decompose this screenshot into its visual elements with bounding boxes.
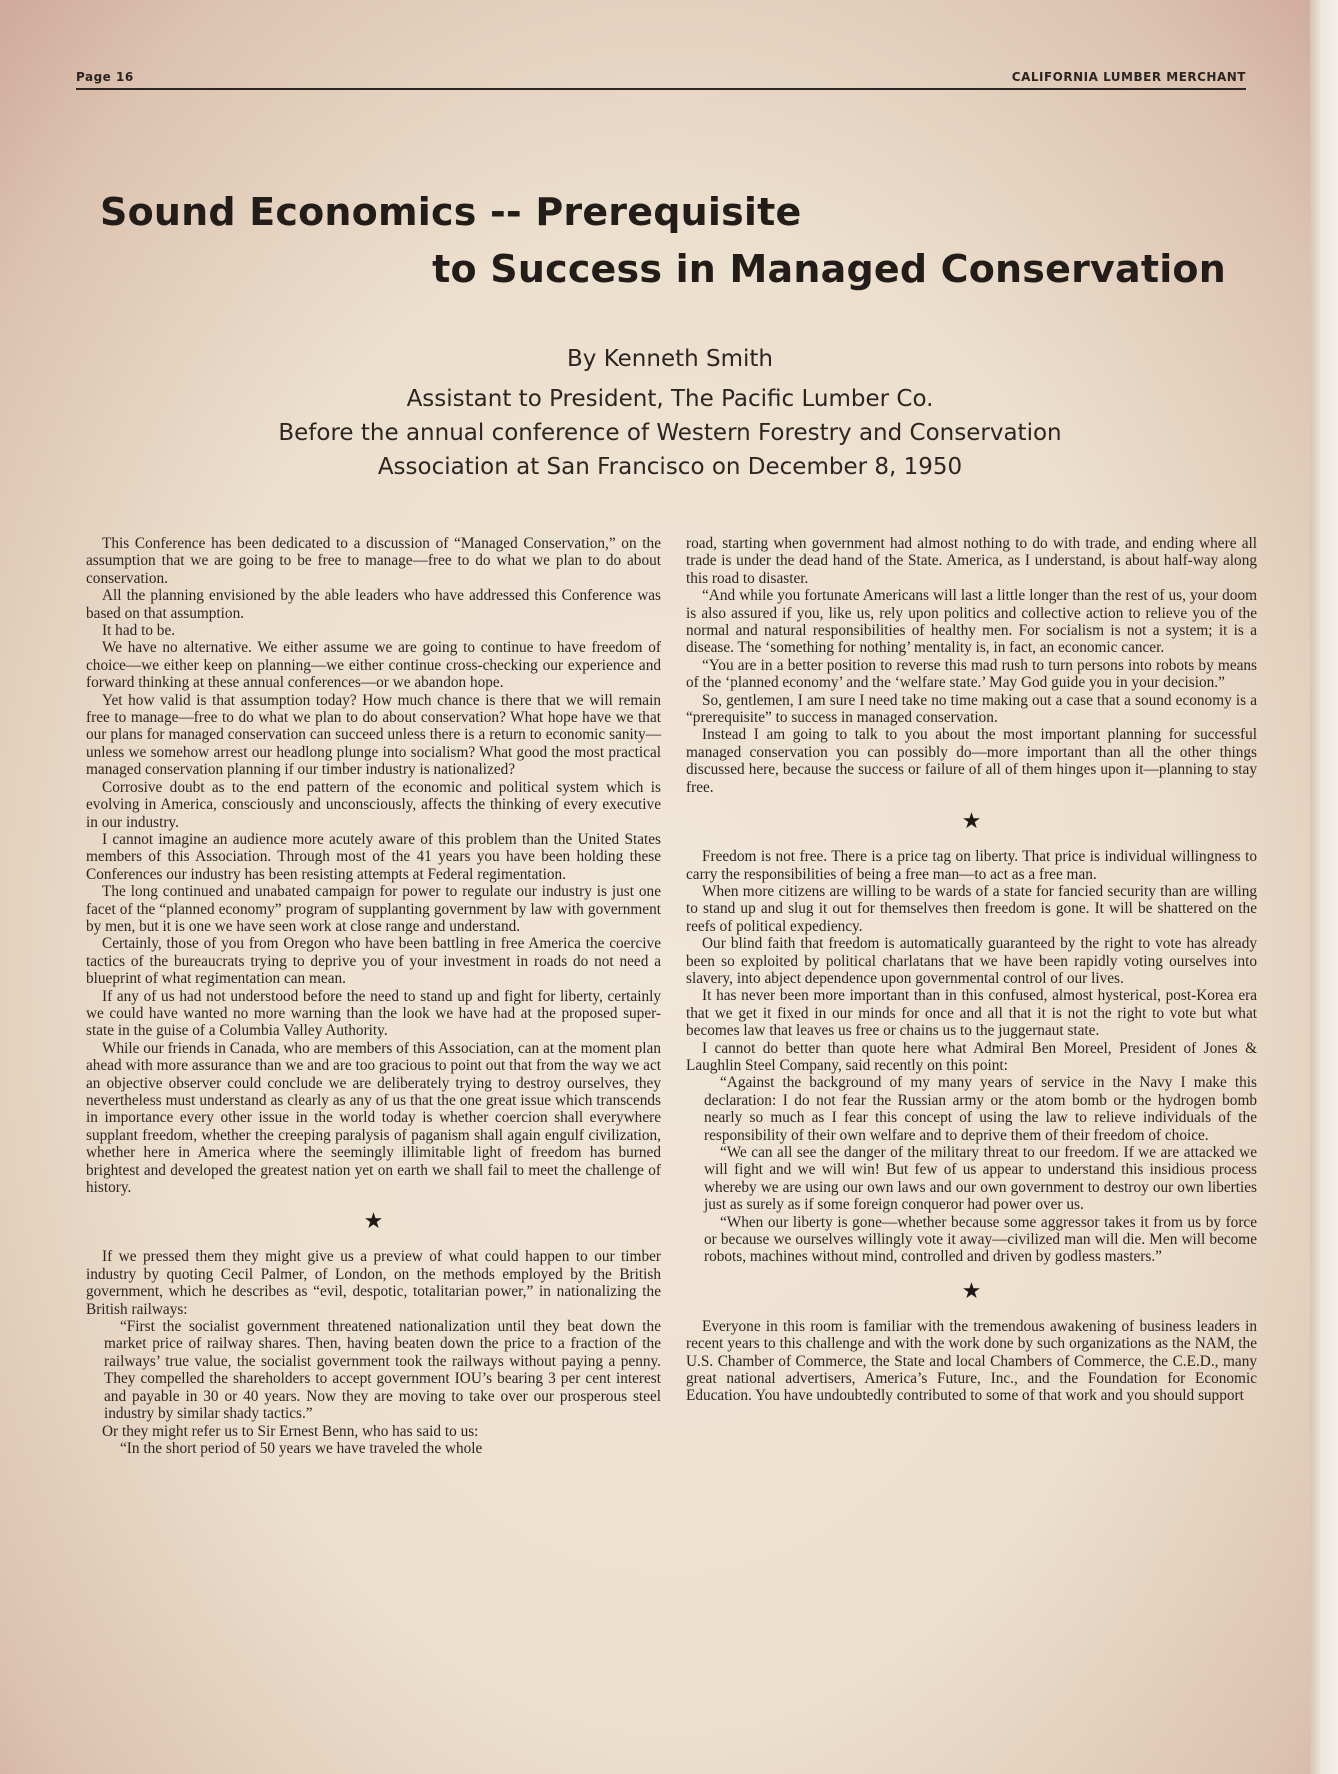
left-column <box>86 535 661 1457</box>
article-title-line-1: Sound Economics -- Prerequisite <box>100 190 802 234</box>
paragraph: “And while you fortunate Americans will last a little longer than the rest of us, your doom is also assured if you, like us, rely upon politics and collective action to relieve you of the normal and natural responsibilities of healthy men. For socialism is not a system; it is a disease. The ‘something for nothing’ mentality is, in fact, an economic cancer. <box>686 587 1257 657</box>
author-position: Assistant to President, The Pacific Lumber Co. <box>406 386 934 412</box>
paragraph: We have no alternative. We either assume we are going to continue to have freedom of choice—we either keep on planning—we either continue cross-checking our experience and forward thinking at these annual conferences—or we abandon hope. <box>86 639 661 692</box>
paragraph: Instead I am going to talk to you about the most important planning for successful managed conservation you can possibly do—more important than all the other things discussed here, because the success or failure of all of them hinges upon it—planning to stay free. <box>686 726 1257 796</box>
paragraph: Freedom is not free. There is a price tag on liberty. That price is individual willingness to carry the responsibilities of being a free man—to act as a free man. <box>686 848 1257 883</box>
block-quote: “First the socialist government threatened nationalization until they beat down the market price of railway shares. Then, having beaten down the price to a fraction of the railways’ true value, the socialist government took the railways without paying a penny. They compelled the shareholders to accept government IOU’s bearing 3 per cent interest and payable in 30 or 40 years. Now they are moving to take over our prosperous steel industry by similar shady tactics.” <box>104 1318 661 1423</box>
block-quote: “In the short period of 50 years we have traveled the whole <box>120 1439 483 1457</box>
magazine-name: CALIFORNIA LUMBER MERCHANT <box>1011 70 1246 84</box>
page-edge <box>1310 0 1338 1774</box>
paragraph: Corrosive doubt as to the end pattern of the economic and political system which is evolving in America, consciously and unconsciously, affects the thinking of every executive in our industry. <box>86 778 661 831</box>
paragraph: Yet how valid is that assumption today? How much chance is there that we will remain free to manage—free to do what we plan to do about conservation? What hope have we that our plans for managed conservation can succeed unless there is a return to economic sanity—unless we somehow arrest our headlong plunge into socialism? What good the most practical managed conservation planning if our timber industry is nationalized? <box>86 691 661 779</box>
block-quote: “When our liberty is gone—whether because some aggressor takes it from us by force or because we ourselves willingly vote it away—civilized man will die. Men will become robots, machines without mind, controlled and driven by godless masters.” <box>704 1213 1257 1266</box>
paragraph: Our blind faith that freedom is automatically guaranteed by the right to vote has already been so exploited by political charlatans that we have been rapidly voting ourselves into slavery, into abject dependence upon governmental control of our lives. <box>686 935 1257 987</box>
author-byline: By Kenneth Smith <box>567 346 773 372</box>
paragraph: Everyone in this room is familiar with the tremendous awakening of business leaders in recent years to this challenge and with the work done by such organizations as the NAM, the U.S. Chamber of Commerce, the State and local Chambers of Commerce, the C.E.D., many great national advertisers, America’s Future, Inc., and the Foundation for Economic Education. You have undoubtedly contributed to some of that work and you should support <box>686 1317 1257 1405</box>
paragraph: I cannot do better than quote here what Admiral Ben Moreel, President of Jones & Laughlin Steel Company, said recently on this point: <box>686 1039 1257 1074</box>
paragraph: It had to be. <box>102 622 176 640</box>
page-number: Page 16 <box>76 70 134 84</box>
star-divider: ★ <box>363 1208 384 1234</box>
star-divider: ★ <box>961 1277 982 1303</box>
occasion-line-1: Before the annual conference of Western Forestry and Conservation <box>278 420 1062 446</box>
paragraph: All the planning envisioned by the able leaders who have addressed this Conference was based on that assumption. <box>86 587 661 622</box>
paragraph: Certainly, those of you from Oregon who have been battling in free America the coercive tactics of the bureaucrats trying to deprive you of your investment in roads do not need a blueprint of what regimentation can mean. <box>86 935 661 988</box>
paragraph: If we pressed them they might give us a preview of what could happen to our timber industry by quoting Cecil Palmer, of London, on the methods employed by the British government, which he describes as “evil, despotic, totalitarian power,” in nationalizing the British railways: <box>86 1248 661 1318</box>
block-quote: “Against the background of my many years of service in the Navy I make this declaration: I do not fear the Russian army or the atom bomb or the hydrogen bomb nearly so much as I fear this concept of using the law to relieve individuals of the responsibility of their own welfare and to deprive them of their freedom of choice. <box>704 1074 1257 1144</box>
paragraph: The long continued and unabated campaign for power to regulate our industry is just one facet of the “planned economy” program of supplanting government by law with government by men, but it is one we have seen work at close range and understand. <box>86 883 661 935</box>
paragraph: “You are in a better position to reverse this mad rush to turn persons into robots by means of the ‘planned economy’ and the ‘welfare state.’ May God guide you in your decision.” <box>686 656 1257 692</box>
article-title-line-2: to Success in Managed Conservation <box>432 247 1226 291</box>
paragraph: So, gentlemen, I am sure I need take no time making out a case that a sound economy is a “prerequisite” to success in managed conservation. <box>686 691 1257 727</box>
paragraph: I cannot imagine an audience more acutely aware of this problem than the United States members of this Association. Through most of the 41 years you have been holding these Conferences our industry has been resisting attempts at Federal regimentation. <box>86 830 661 883</box>
page-header <box>76 64 1246 90</box>
paragraph: Or they might refer us to Sir Ernest Benn, who has said to us: <box>102 1422 479 1440</box>
paragraph: This Conference has been dedicated to a discussion of “Managed Conservation,” on the assumption that we are going to be free to manage—free to do what we plan to do about conservation. <box>86 535 661 587</box>
paragraph: If any of us had not understood before the need to stand up and fight for liberty, certainly we could have wanted no more warning than the look we have had at the proposed super-state in the guise of a Columbia Valley Authority. <box>86 987 661 1040</box>
occasion-line-2: Association at San Francisco on December 8, 1950 <box>377 454 963 480</box>
star-divider: ★ <box>961 808 982 834</box>
block-quote: “We can all see the danger of the military threat to our freedom. If we are attacked we will fight and we will win! But few of us appear to understand this insidious process whereby we are using our own laws and our own government to destroy our own liberties just as surely as if some foreign conqueror had power over us. <box>704 1144 1257 1214</box>
paragraph: It has never been more important than in this confused, almost hysterical, post-Korea era that we get it fixed in our minds for once and all that it is not the right to vote but what becomes law that leaves us free or chains us to the juggernaut state. <box>686 987 1257 1040</box>
paragraph: road, starting when government had almost nothing to do with trade, and ending where all trade is under the dead hand of the State. America, as I understand, is about half-way along this road to disaster. <box>686 535 1257 587</box>
paragraph: While our friends in Canada, who are members of this Association, can at the moment plan ahead with more assurance than we and are too gracious to point out that from the way we act an objective observer could conclude we are deliberately trying to destroy ourselves, they nevertheless must understand as clearly as any of us that the one great issue which transcends in importance every other issue in the world today is whether coercion shall everywhere supplant freedom, whether the creeping paralysis of paganism shall again engulf civilization, whether here in America where the seemingly illimitable light of freedom has burned brightest and developed the greatest nation yet on earth we shall fail to meet the challenge of history. <box>86 1039 661 1197</box>
right-column <box>686 535 1257 1405</box>
paragraph: When more citizens are willing to be wards of a state for fancied security than are willing to stand up and slug it out for themselves then freedom is gone. It will be shattered on the reefs of political expediency. <box>686 882 1257 935</box>
